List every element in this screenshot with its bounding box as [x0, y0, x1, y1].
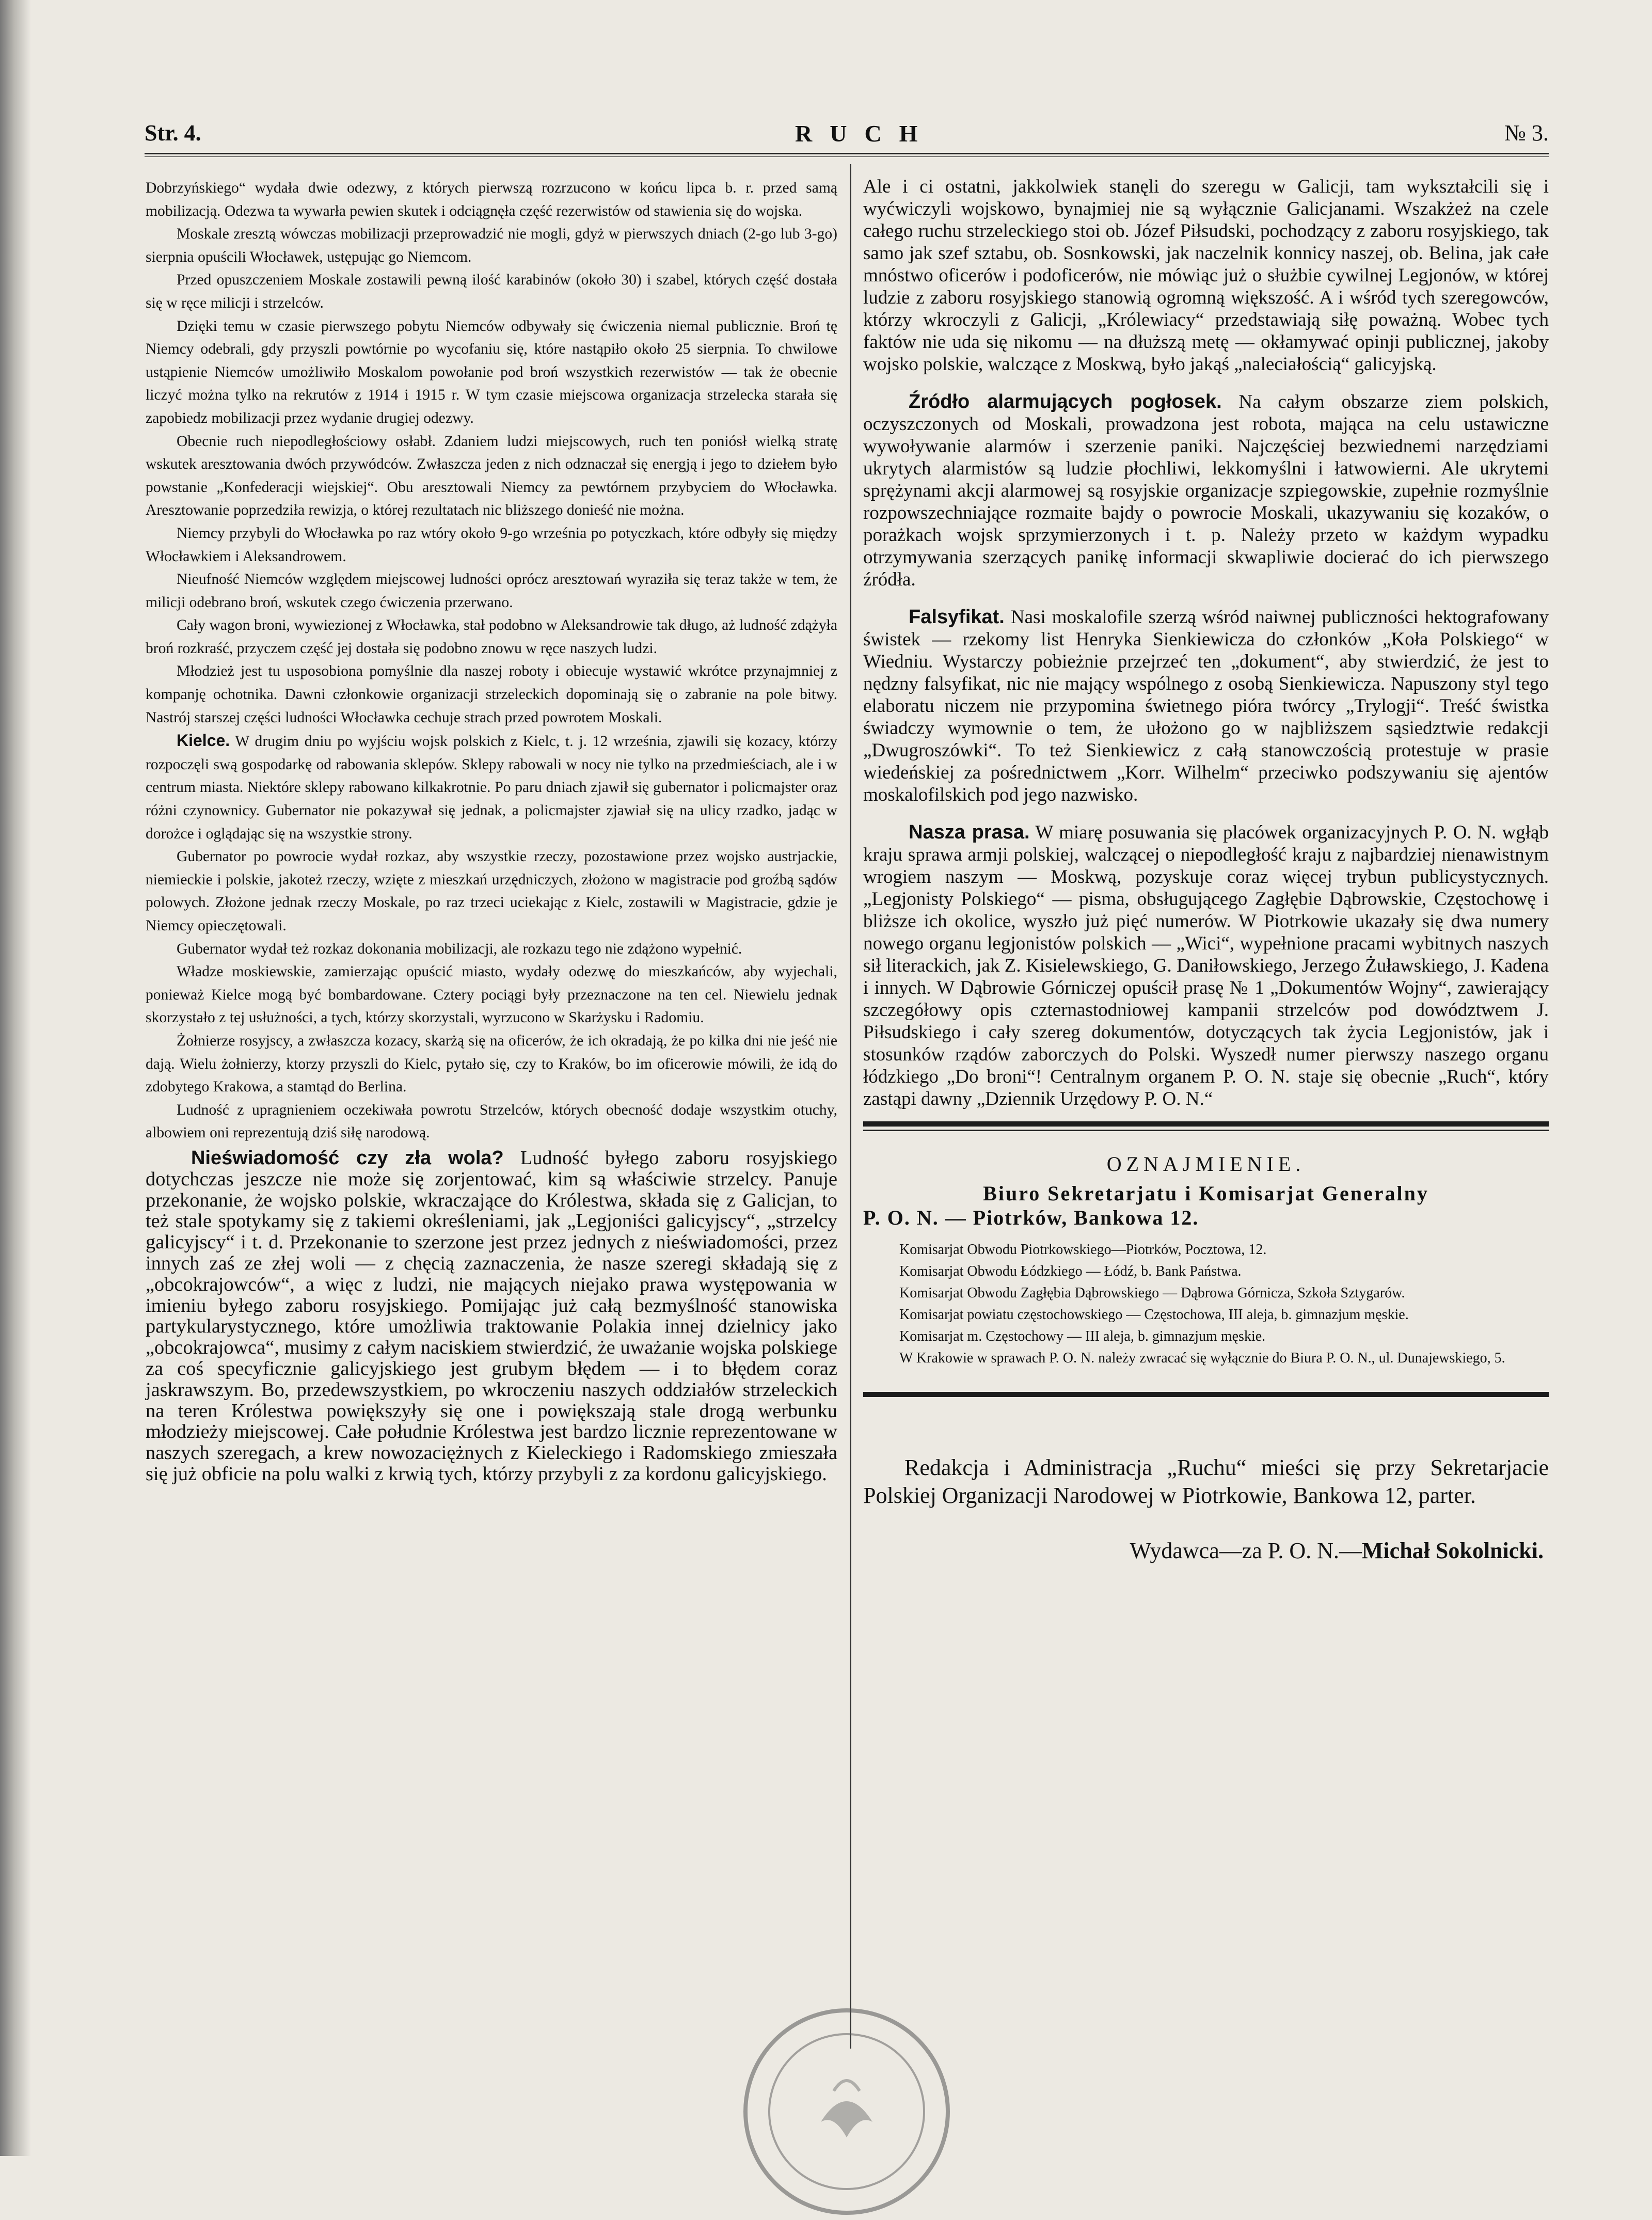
- article-paragraph: Młodzież jest tu usposobiona pomyślnie dla naszej roboty i obiecuje wystawić wkrótce przynajmniej z kompanję ochotnika. Dawni członkowie organizacji strzeleckich dopominają się o zabranie na pole bitwy. Nastrój starszej części ludności Włocławka cechuje strach przed powrotem Moskali.: [146, 663, 837, 726]
- article-paragraph: Przed opuszczeniem Moskale zostawili pewną ilość karabinów (około 30) i szabel, których część dostała się w ręce milicji i strzelców.: [146, 272, 837, 311]
- article-paragraph: Ludność z upragnieniem oczekiwała powrotu Strzelców, których obecność dodaje wszystkim otuchy, albowiem oni reprezentują dziś siłę narodową.: [146, 1101, 837, 1141]
- section-text: Ludność byłego zaboru rosyjskiego dotychczas jeszcze nie może się zorjentować, kim są właściwie strzelcy. Panuje przekonanie, że wojsko polskie, wkraczające do Królestwa, składa się z Galicjan, to też stale spotykamy się z takiemi określeniami, jak „Legjoniści galicyjscy“, „strzelcy galicyjscy“ i t. d. Przekonanie to szerzone jest przez jednych z nieświadomości, przez innych zaś ze złej woli — z chęcią zaznaczenia, że nasze szeregi składają się z „obcokrajowców“, a więc z ludzi, nie mających niejako prawa występowania w imieniu byłego zaboru rosyjskiego. Pomijając już całą bezmyślność stanowiska partykularystycznego, które umożliwia traktowanie Polakia innej dzielnicy jako „obcokrajowca“, musimy z całym naciskiem stwierdzić, że uważanie wojska polskiege za coś specyficznie galicyjskiego jest grubym błędem — i to błędem coraz jaskrawszym. Bo, przedewszystkiem, po wkroczeniu naszych oddziałów strzeleckich na teren Królestwa powiększyły się one i powiększają stale drogą werbunku młodzieży miejscowej. Całe południe Królestwa jest bardzo licznie reprezentowane w naszych szeregach, a krew nowozaciężnych z Kieleckiego i Radomskiego zmieszała się już obficie na polu walki z krwią tych, którzy przybyli z za kordonu galicyjskiego.: [146, 1147, 837, 1485]
- article-paragraph: Żołnierze rosyjscy, a zwłaszcza kozacy, skarżą się na oficerów, że ich okradają, że po kilka dni nie jeść nie dają. Wielu żołnierzy, ktorzy przyszli do Kielc, pytało się, czy to Kraków, bo im oficerowie mówili, że idą do zdobytego Krakowa, a stamtąd do Berlina.: [146, 1032, 837, 1096]
- announcement-item: Komisarjat Obwodu Zagłębia Dąbrowskiego — Dąbrowa Górnicza, Szkoła Sztygarów.: [899, 1285, 1405, 1301]
- issue-number: № 3.: [1504, 120, 1549, 146]
- newspaper-title: RUCH: [795, 120, 935, 147]
- publisher-line: [863, 1537, 1549, 1564]
- page-edge-shadow: [0, 0, 31, 2156]
- section-text: Na całym obszarze ziem polskich, oczyszczonych od Moskali, prowadzona jest robota, mająca na celu ustawiczne wywoływanie alarmów i szerzenie paniki. Najczęściej bezwiednemi narzędziami ukrytych alarmistów są ludzie płochliwi, lekkomyślni i łatwowierni. Ale ukrytemi sprężynami akcji alarmowej są rosyjskie organizacje szpiegowskie, zupełnie rozmyślnie rozpowszechniające rozmaite bajdy o powrocie Moskali, ukazywaniu się kozaków, o porażkach wojsk sprzymierzonych i t. p. Należy przeto w każdym wypadku otrzymywania szerzących panikę informacji skwapliwie docierać do ich pierwszego źródła.: [863, 391, 1549, 590]
- announcement-item: Komisarjat powiatu częstochowskiego — Częstochowa, III aleja, b. gimnazjum męskie.: [899, 1307, 1409, 1323]
- section-forgery: [863, 606, 1549, 806]
- page-number: Str. 4.: [145, 120, 201, 146]
- kielce-lead: Kielce.: [177, 731, 230, 750]
- article-paragraph: Obecnie ruch niepodległościowy osłabł. Zdaniem ludzi miejscowych, ruch ten poniósł wielką stratę wskutek aresztowania dwóch przywódców. Zwłaszcza jeden z nich odznaczał się energją i jego to dziełem było powstanie „Konfederacji wiejskiej“. Obu aresztowali Niemcy za pewtórnem przybyciem do Włocławka. Aresztowanie poprzedziła rewizja, o której rezultatach nic bliższego donieść nie można.: [146, 433, 837, 519]
- article-paragraph: Dzięki temu w czasie pierwszego pobytu Niemców odbywały się ćwiczenia niemal publicznie. Broń tę Niemcy odebrali, gdy przyszli powtórnie po wycofaniu się, które nastąpiło około 25 sierpnia. To chwilowe ustąpienie Niemców umożliwiło Moskalom powołanie pod broń wszystkich rezerwistów — tak że obecnie liczyć można tylko na rekrutów z 1914 i 1915 r. W tym czasie miejscowa organizacja strzelecka starała się zapobiedz mobilizacji przez wydanie drugiej odezwy.: [146, 318, 837, 426]
- section-rumours: [863, 391, 1549, 591]
- article-paragraph: Niemcy przybyli do Włocławka po raz wtóry około 9-go września po potyczkach, które odbyły się między Włocławkiem i Aleksandrowem.: [146, 525, 837, 565]
- article-paragraph: Władze moskiewskie, zamierzając opuścić miasto, wydały odezwę do mieszkańców, aby wyjechali, ponieważ Kielce mogą być bombardowane. Cztery pociągi były przeznaczone na ten cel. Niewielu jednak skorzystało z tej usłużności, a tych, którzy skorzystali, wyrzucono w Skarżysku i Radomiu.: [146, 963, 837, 1026]
- section-text: Nasi moskalofile szerzą wśród naiwnej publiczności hektografowany świstek — rzekomy list Henryka Sienkiewicza do członków „Koła Polskiego“ w Wiedniu. Wystarczy pobieżnie przejrzeć ten „dokument“, aby stwierdzić, że jest to nędzny falsyfikat, nic nie mający wspólnego z osobą Sienkiewicza. Napuszony styl tego elaboratu niczem nie przypomina świetnego pióra twórcy „Trylogji“. Treść świstka świadczy wymownie o tem, że ułożono go w najbliższem sąsiedztwie redakcji „Dwugroszówki“. To też Sienkiewicz z całą stanowczością protestuje w prasie wiedeńskiej za pośrednictwem „Korr. Wilhelm“ przeciwko podszywaniu się ajentów moskalofilskich pod jego nazwisko.: [863, 607, 1549, 805]
- publisher-name: Michał Sokolnicki.: [1361, 1538, 1544, 1563]
- announcement-heading: Biuro Sekretarjatu i Komisarjat Generalny: [983, 1182, 1429, 1205]
- left-column: [146, 177, 837, 1485]
- announcement-item: Komisarjat Obwodu Piotrkowskiego—Piotrków, Pocztowa, 12.: [899, 1242, 1267, 1258]
- section-lead: Nasza prasa.: [909, 821, 1030, 843]
- kielce-paragraph: [146, 729, 837, 845]
- section-text: W miarę posuwania się placówek organizacyjnych P. O. N. wgłąb kraju sprawa armji polskiej, walczącej o niepodległość kraju z najbardziej nienawistnym wrogiem naszym — Moskwą, pozyskuje coraz więcej trybun publicystycznych. „Legjonisty Polskiego“ — pisma, obsługującego Zagłębie Dąbrowskie, Częstochowę i bliższe ich okolice, wyszło już pięć numerów. W Piotrkowie ukazały się dwa numery nowego organu legjonistów polskich — „Wici“, wypełnione pracami wybitnych naszych sił literackich, jak Z. Kisielewskiego, G. Daniłowskiego, Jerzego Żuławskiego, J. Kadena i innych. W Dąbrowie Górniczej opuścił prasę № 1 „Dokumentów Wojny“, zawierający szczegółowy opis czternastodniowej kampanii strzelców pod dowództwem J. Piłsudskiego i cały szereg dokumentów, dotyczących tak życia Legjonistów, jak i stosunków rządów zaborczych do Polski. Wyszedł numer pierwszy naszego organu łódzkiego „Do broni“! Centralnym organem P. O. N. staje się obecnie „Ruch“, który zastąpi dawny „Dziennik Urzędowy P. O. N.“: [863, 822, 1549, 1109]
- right-column: [863, 176, 1549, 1564]
- header-rule: [145, 153, 1549, 154]
- article-paragraph: Cały wagon broni, wywiezionej z Włocławka, stał podobno w Aleksandrowie tak długo, aż ludność zdążyła broń rozkraść, przyczem część jej dostała się podobno znowu w ręce naszych ludzi.: [146, 617, 837, 657]
- announcement: [863, 1152, 1549, 1369]
- page-header: [145, 120, 1549, 151]
- article-paragraph: Nieufność Niemców względem miejscowej ludności oprócz aresztowań wyraziła się teraz także w tem, że milicji odebrano broń, wskutek czego ćwiczenia przerwano.: [146, 571, 837, 611]
- announcement-item: Komisarjat m. Częstochowy — III aleja, b. gimnazjum męskie.: [899, 1328, 1266, 1344]
- imprint-text: Redakcja i Administracja „Ruchu“ mieści się przy Sekretarjacie Polskiej Organizacji Narodowej w Piotrkowie, Bankowa 12, parter.: [863, 1455, 1549, 1508]
- article-paragraph: Dobrzyńskiego“ wydała dwie odezwy, z których pierwszą rozrzucono w końcu lipca b. r. przed samą mobilizacją. Odezwa ta wywarła pewien skutek i odciągnęła część rezerwistów od stawienia się do wojska.: [146, 180, 837, 219]
- publisher-prefix: Wydawca—za P. O. N.—: [1130, 1538, 1362, 1563]
- section-lead: Falsyfikat.: [909, 606, 1005, 628]
- section-lead: Nieświadomość czy zła wola?: [191, 1147, 504, 1169]
- section-paragraph: [146, 1148, 837, 1485]
- column-separator: [850, 164, 851, 2049]
- announcement-address: P. O. N. — Piotrków, Bankowa 12.: [863, 1206, 1199, 1229]
- imprint-rule: [863, 1392, 1549, 1397]
- announcement-rule-thin: [863, 1130, 1549, 1131]
- header-rule-thin: [145, 156, 1549, 157]
- announcement-item: W Krakowie w sprawach P. O. N. należy zwracać się wyłącznie do Biura P. O. N., ul. Dunajewskiego, 5.: [899, 1350, 1505, 1366]
- announcement-item: Komisarjat Obwodu Łódzkiego — Łódź, b. Bank Państwa.: [899, 1263, 1242, 1279]
- seal-stamp-icon: [738, 2003, 955, 2220]
- article-paragraph: Moskale zresztą wówczas mobilizacji przeprowadzić nie mogli, gdyż w pierwszych dniach (2-go lub 3-go) sierpnia opuścili Włocławek, ustępując go Niemcom.: [146, 226, 837, 265]
- continued-paragraph: Ale i ci ostatni, jakkolwiek stanęli do szeregu w Galicji, tam wykształcili się i wyćwiczyli wojskowo, bynajmiej nie są wyłącznie Galicjanami. Wszakżeż na czele całego ruchu strzeleckiego stoi ob. Józef Piłsudski, pochodzący z zaboru rosyjskiego, tak samo jak szef sztabu, ob. Sosnkowski, jak naczelnik konnicy naszej, ob. Belina, jak całe mnóstwo oficerów i podoficerów, nie mówiąc już o służbie cywilnej Legjonów, w której ludzie z zaboru rosyjskiego stanowią ogromną większość. A i wśród tych szeregowców, którzy wkroczyli z Galicji, „Królewiacy“ przedstawiają siłę poważną. Wobec tych faktów nie uda się nikomu — na dłuższą metę — okłamywać opinji publicznej, jakoby wojsko polskie, walczące z Moskwą, było jakąś „naleciałością“ galicyjską.: [863, 176, 1549, 375]
- announcement-rule: [863, 1121, 1549, 1127]
- section-press: [863, 821, 1549, 1110]
- kielce-text: W drugim dniu po wyjściu wojsk polskich z Kielc, t. j. 12 września, zjawili się kozacy, którzy rozpoczęli swą gospodarkę od rabowania sklepów. Sklepy rabowali w nocy nie tylko na przedmieściach, ale i w centrum miasta. Niektóre sklepy rabowano kilkakrotnie. Po paru dniach zjawił się gubernator i policmajster oraz różni czynownicy. Gubernator nie pokazywał się jednak, a policmajster zjawiał się na ulicy rzadko, jadąc w dorożce i oglądając się na wszystkie strony.: [146, 733, 837, 842]
- article-paragraph: Gubernator po powrocie wydał rozkaz, aby wszystkie rzeczy, pozostawione przez wojsko austrjackie, niemieckie i polskie, jakoteż rzeczy, wzięte z mieszkań urzędniczych, złożono w magistracie pod groźbą sądów polowych. Złożone jednak rzeczy Moskale, po raz trzeci uciekając z Kielc, zostawili w Magistracie, gdzie je Niemcy opieczętowali.: [146, 848, 837, 934]
- section-paragraph: [863, 821, 1549, 1110]
- section-paragraph: [863, 606, 1549, 806]
- section-unawareness: [146, 1148, 837, 1485]
- announcement-title: OZNAJMIENIE.: [1106, 1152, 1306, 1176]
- article-paragraph: Gubernator wydał też rozkaz dokonania mobilizacji, ale rozkazu tego nie zdążono wypełnić.: [177, 940, 742, 957]
- section-paragraph: [863, 391, 1549, 591]
- imprint: [863, 1454, 1549, 1510]
- section-lead: Źródło alarmujących pogłosek.: [909, 391, 1222, 413]
